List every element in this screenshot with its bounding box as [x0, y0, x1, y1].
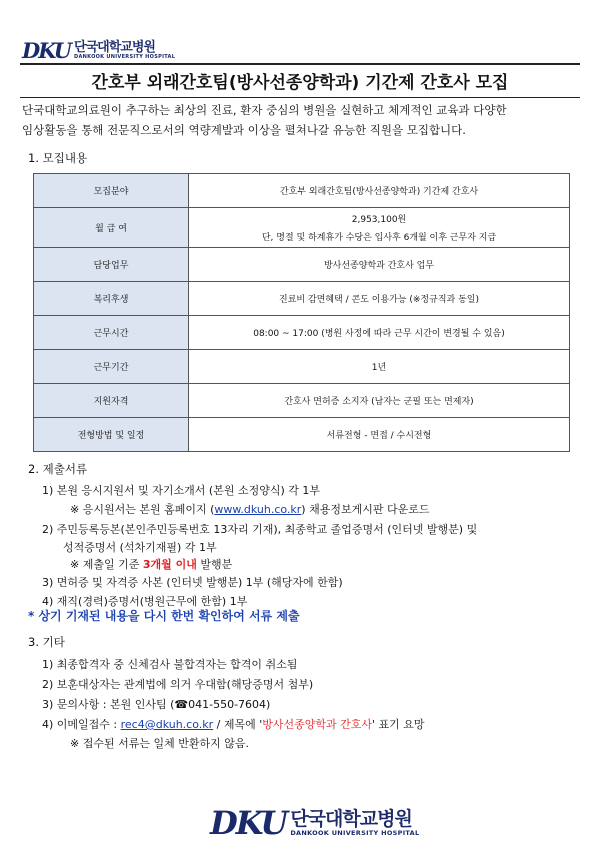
salary-amount: 2,953,100원 [351, 215, 407, 225]
title-top-rule [20, 63, 580, 65]
etc-text: ' 표기 요망 [372, 718, 425, 731]
table-row [34, 282, 570, 316]
logo-english: DANKOOK UNIVERSITY HOSPITAL [290, 828, 420, 837]
row-value: 1년 [189, 350, 570, 384]
note-text: ※ 응시원서는 본원 홈페이지 ( [70, 503, 215, 516]
row-value [189, 208, 570, 248]
row-label: 모집분야 [34, 174, 189, 208]
homepage-link[interactable]: www.dkuh.co.kr [214, 503, 302, 516]
logo-mark: DKU [210, 804, 287, 842]
intro-line-2: 임상활동을 통해 전문직으로서의 역량계발과 이상을 펼쳐나갈 유능한 직원을 모집합니다. [22, 123, 466, 137]
page-title: 간호부 외래간호팀(방사선종양학과) 기간제 간호사 모집 [91, 73, 509, 93]
doc-item-2: 2) 주민등록등본(본인주민등록번호 13자리 기재), 최종학교 졸업증명서 (인터넷 발행분) 및 [42, 523, 478, 536]
logo-korean: 단국대학교병원 [290, 807, 412, 830]
row-value: 서류전형 - 면접 / 수시전형 [189, 418, 570, 452]
doc-note-1 [70, 501, 429, 517]
row-label: 담당업무 [34, 248, 189, 282]
etc-text: 4) 이메일접수 : [42, 718, 121, 731]
row-label: 복리후생 [34, 282, 189, 316]
row-label: 근무기간 [34, 350, 189, 384]
etc-item-2: 2) 보훈대상자는 관계법에 의거 우대함(해당증명서 첨부) [42, 678, 314, 691]
note-text: ) 채용정보게시판 다운로드 [301, 503, 430, 516]
etc-item-3: 3) 문의사항 : 본원 인사팀 (☎041-550-7604) [42, 698, 271, 711]
table-row [34, 248, 570, 282]
row-value: 진료비 감면혜택 / 콘도 이용가능 (※정규직과 동일) [189, 282, 570, 316]
section-heading-recruitment: 1. 모집내용 [28, 151, 88, 165]
etc-item-1: 1) 최종합격자 중 신체검사 불합격자는 합격이 취소됨 [42, 658, 298, 671]
table-row [34, 350, 570, 384]
doc-item-1: 1) 본원 응시지원서 및 자기소개서 (본원 소정양식) 각 1부 [42, 484, 320, 497]
logo-mark: DKU [22, 38, 71, 63]
row-label: 근무시간 [34, 316, 189, 350]
section-heading-etc: 3. 기타 [28, 635, 65, 649]
etc-item-4 [42, 716, 425, 732]
notice-text: * 상기 기재된 내용을 다시 한번 확인하여 서류 제출 [28, 609, 300, 623]
logo-english: DANKOOK UNIVERSITY HOSPITAL [74, 53, 176, 60]
doc-item-4: 4) 재직(경력)증명서(병원근무에 한함) 1부 [42, 595, 248, 608]
row-label: 지원자격 [34, 384, 189, 418]
row-value: 08:00 ~ 17:00 (병원 사정에 따라 근무 시간이 변경될 수 있음) [189, 316, 570, 350]
intro-text [22, 100, 582, 140]
subject-highlight: 방사선종양학과 간호사 [262, 718, 373, 731]
doc-note-2 [70, 556, 232, 572]
note-text: 발행분 [196, 558, 233, 571]
row-value: 방사선종양학과 간호사 업무 [189, 248, 570, 282]
title-bottom-rule [20, 97, 580, 98]
email-link[interactable]: rec4@dkuh.co.kr [120, 718, 214, 731]
hospital-logo-top [22, 38, 175, 63]
row-value: 간호부 외래간호팀(방사선종양학과) 기간제 간호사 [189, 174, 570, 208]
table-row [34, 316, 570, 350]
etc-text: / 제목에 ' [213, 718, 263, 731]
hospital-logo-bottom [210, 804, 419, 842]
doc-item-2-cont: 성적증명서 (석차기재필) 각 1부 [63, 541, 217, 554]
logo-korean: 단국대학교병원 [74, 39, 155, 55]
recruitment-table [33, 173, 570, 452]
table-row [34, 418, 570, 452]
row-value: 간호사 면허증 소지자 (남자는 군필 또는 면제자) [189, 384, 570, 418]
doc-item-3: 3) 면허증 및 자격증 사본 (인터넷 발행분) 1부 (해당자에 한함) [42, 576, 343, 589]
row-label: 전형방법 및 일정 [34, 418, 189, 452]
section-heading-documents: 2. 제출서류 [28, 462, 88, 476]
table-row [34, 208, 570, 248]
table-row [34, 174, 570, 208]
salary-note: 단, 명절 및 하계휴가 수당은 입사후 6개월 이후 근무자 지급 [261, 233, 497, 243]
etc-note: ※ 접수된 서류는 일체 반환하지 않음. [70, 737, 249, 750]
deadline-highlight: 3개월 이내 [142, 558, 197, 571]
row-label: 월 급 여 [34, 208, 189, 248]
table-row [34, 384, 570, 418]
intro-line-1: 단국대학교의료원이 추구하는 최상의 진료, 환자 중심의 병원을 실현하고 체계적인 교육과 다양한 [22, 103, 507, 117]
note-text: ※ 제출일 기준 [70, 558, 143, 571]
